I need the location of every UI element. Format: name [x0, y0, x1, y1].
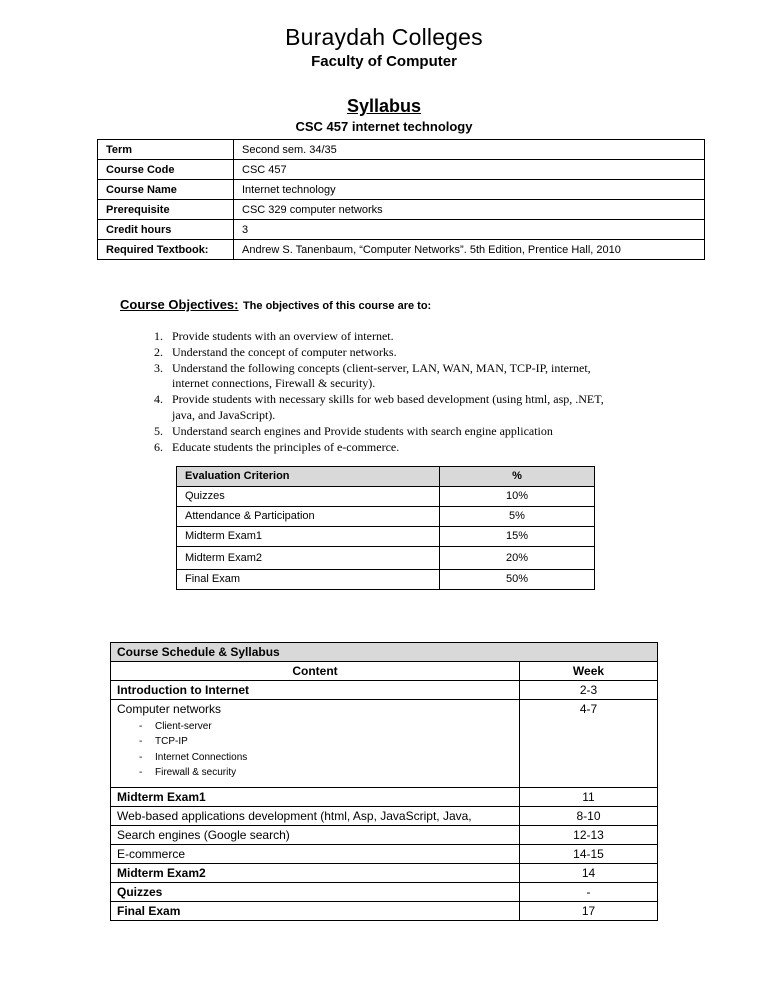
evaluation-row	[177, 506, 595, 526]
objective-item: 3. Understand the following concepts (client-server, LAN, WAN, MAN, TCP-IP, internet, internet connections, Firewall & security).	[166, 361, 622, 393]
content-cell: Introduction to Internet	[111, 680, 520, 699]
faculty-name: Faculty of Computer	[311, 53, 457, 70]
course-heading: CSC 457 internet technology	[295, 119, 473, 134]
percent-cell: 5%	[440, 506, 595, 526]
evaluation-criterion-header: Evaluation Criterion	[177, 466, 440, 486]
week-cell: 4-7	[520, 699, 658, 787]
info-value: 3	[234, 220, 705, 240]
schedule-row	[111, 863, 658, 882]
schedule-table	[110, 642, 658, 921]
week-cell: 8-10	[520, 806, 658, 825]
week-cell: 14	[520, 863, 658, 882]
schedule-row	[111, 882, 658, 901]
course-info-table	[97, 139, 705, 260]
week-cell: 17	[520, 901, 658, 920]
info-label: Course Name	[98, 180, 234, 200]
schedule-row	[111, 806, 658, 825]
content-cell: Midterm Exam2	[111, 863, 520, 882]
content-cell: Search engines (Google search)	[111, 825, 520, 844]
percent-header: %	[440, 466, 595, 486]
percent-cell: 50%	[440, 569, 595, 589]
info-label: Prerequisite	[98, 200, 234, 220]
college-name: Buraydah Colleges	[285, 24, 483, 50]
objectives-list	[140, 329, 622, 456]
info-value: Second sem. 34/35	[234, 140, 705, 160]
info-label: Credit hours	[98, 220, 234, 240]
evaluation-row	[177, 569, 595, 589]
week-cell: 14-15	[520, 844, 658, 863]
content-cell: Midterm Exam1	[111, 787, 520, 806]
objectives-subheading: The objectives of this course are to:	[242, 300, 432, 312]
criterion-cell: Attendance & Participation	[177, 506, 440, 526]
objective-item: 5. Understand search engines and Provide students with search engine application	[166, 424, 622, 440]
schedule-row	[111, 844, 658, 863]
week-cell: 12-13	[520, 825, 658, 844]
percent-cell: 15%	[440, 526, 595, 546]
info-value: CSC 329 computer networks	[234, 200, 705, 220]
info-row	[98, 160, 705, 180]
objective-item: 6. Educate students the principles of e-commerce.	[166, 440, 622, 456]
subitem: - TCP-IP	[139, 734, 513, 750]
info-value: Andrew S. Tanenbaum, “Computer Networks”. 5th Edition, Prentice Hall, 2010	[234, 240, 705, 260]
info-row	[98, 220, 705, 240]
info-label: Course Code	[98, 160, 234, 180]
week-cell: 2-3	[520, 680, 658, 699]
syllabus-title: Syllabus	[346, 96, 422, 116]
subitem: - Client-server	[139, 719, 513, 735]
objectives-heading: Course Objectives:	[120, 297, 239, 312]
evaluation-row	[177, 546, 595, 569]
content-header: Content	[111, 661, 520, 680]
week-cell: 11	[520, 787, 658, 806]
info-value: CSC 457	[234, 160, 705, 180]
evaluation-table	[176, 466, 595, 590]
schedule-header-row	[111, 661, 658, 680]
objective-item: 1. Provide students with an overview of internet.	[166, 329, 622, 345]
objectives-section	[120, 296, 768, 314]
subitem: - Internet Connections	[139, 750, 513, 766]
info-label: Required Textbook:	[98, 240, 234, 260]
schedule-row	[111, 680, 658, 699]
percent-cell: 10%	[440, 486, 595, 506]
schedule-row	[111, 825, 658, 844]
criterion-cell: Midterm Exam1	[177, 526, 440, 546]
schedule-title: Course Schedule & Syllabus	[111, 642, 658, 661]
content-cell: Final Exam	[111, 901, 520, 920]
info-label: Term	[98, 140, 234, 160]
content-cell-title: Computer networks	[117, 701, 222, 716]
info-row	[98, 140, 705, 160]
info-row	[98, 240, 705, 260]
week-cell: -	[520, 882, 658, 901]
computer-networks-subitems	[139, 719, 513, 781]
evaluation-row	[177, 486, 595, 506]
subitem: - Firewall & security	[139, 765, 513, 781]
percent-cell: 20%	[440, 546, 595, 569]
info-row	[98, 180, 705, 200]
objective-item: 2. Understand the concept of computer networks.	[166, 345, 622, 361]
content-cell: E-commerce	[111, 844, 520, 863]
schedule-row	[111, 699, 658, 787]
criterion-cell: Final Exam	[177, 569, 440, 589]
evaluation-header-row	[177, 466, 595, 486]
info-row	[98, 200, 705, 220]
content-cell	[111, 699, 520, 787]
evaluation-row	[177, 526, 595, 546]
content-cell: Quizzes	[111, 882, 520, 901]
criterion-cell: Midterm Exam2	[177, 546, 440, 569]
schedule-title-row	[111, 642, 658, 661]
content-cell: Web-based applications development (html, Asp, JavaScript, Java,	[111, 806, 520, 825]
info-value: Internet technology	[234, 180, 705, 200]
objective-item: 4. Provide students with necessary skills for web based development (using html, asp, .NET, java, and JavaScript).	[166, 392, 622, 424]
schedule-row	[111, 787, 658, 806]
schedule-row	[111, 901, 658, 920]
week-header: Week	[520, 661, 658, 680]
criterion-cell: Quizzes	[177, 486, 440, 506]
